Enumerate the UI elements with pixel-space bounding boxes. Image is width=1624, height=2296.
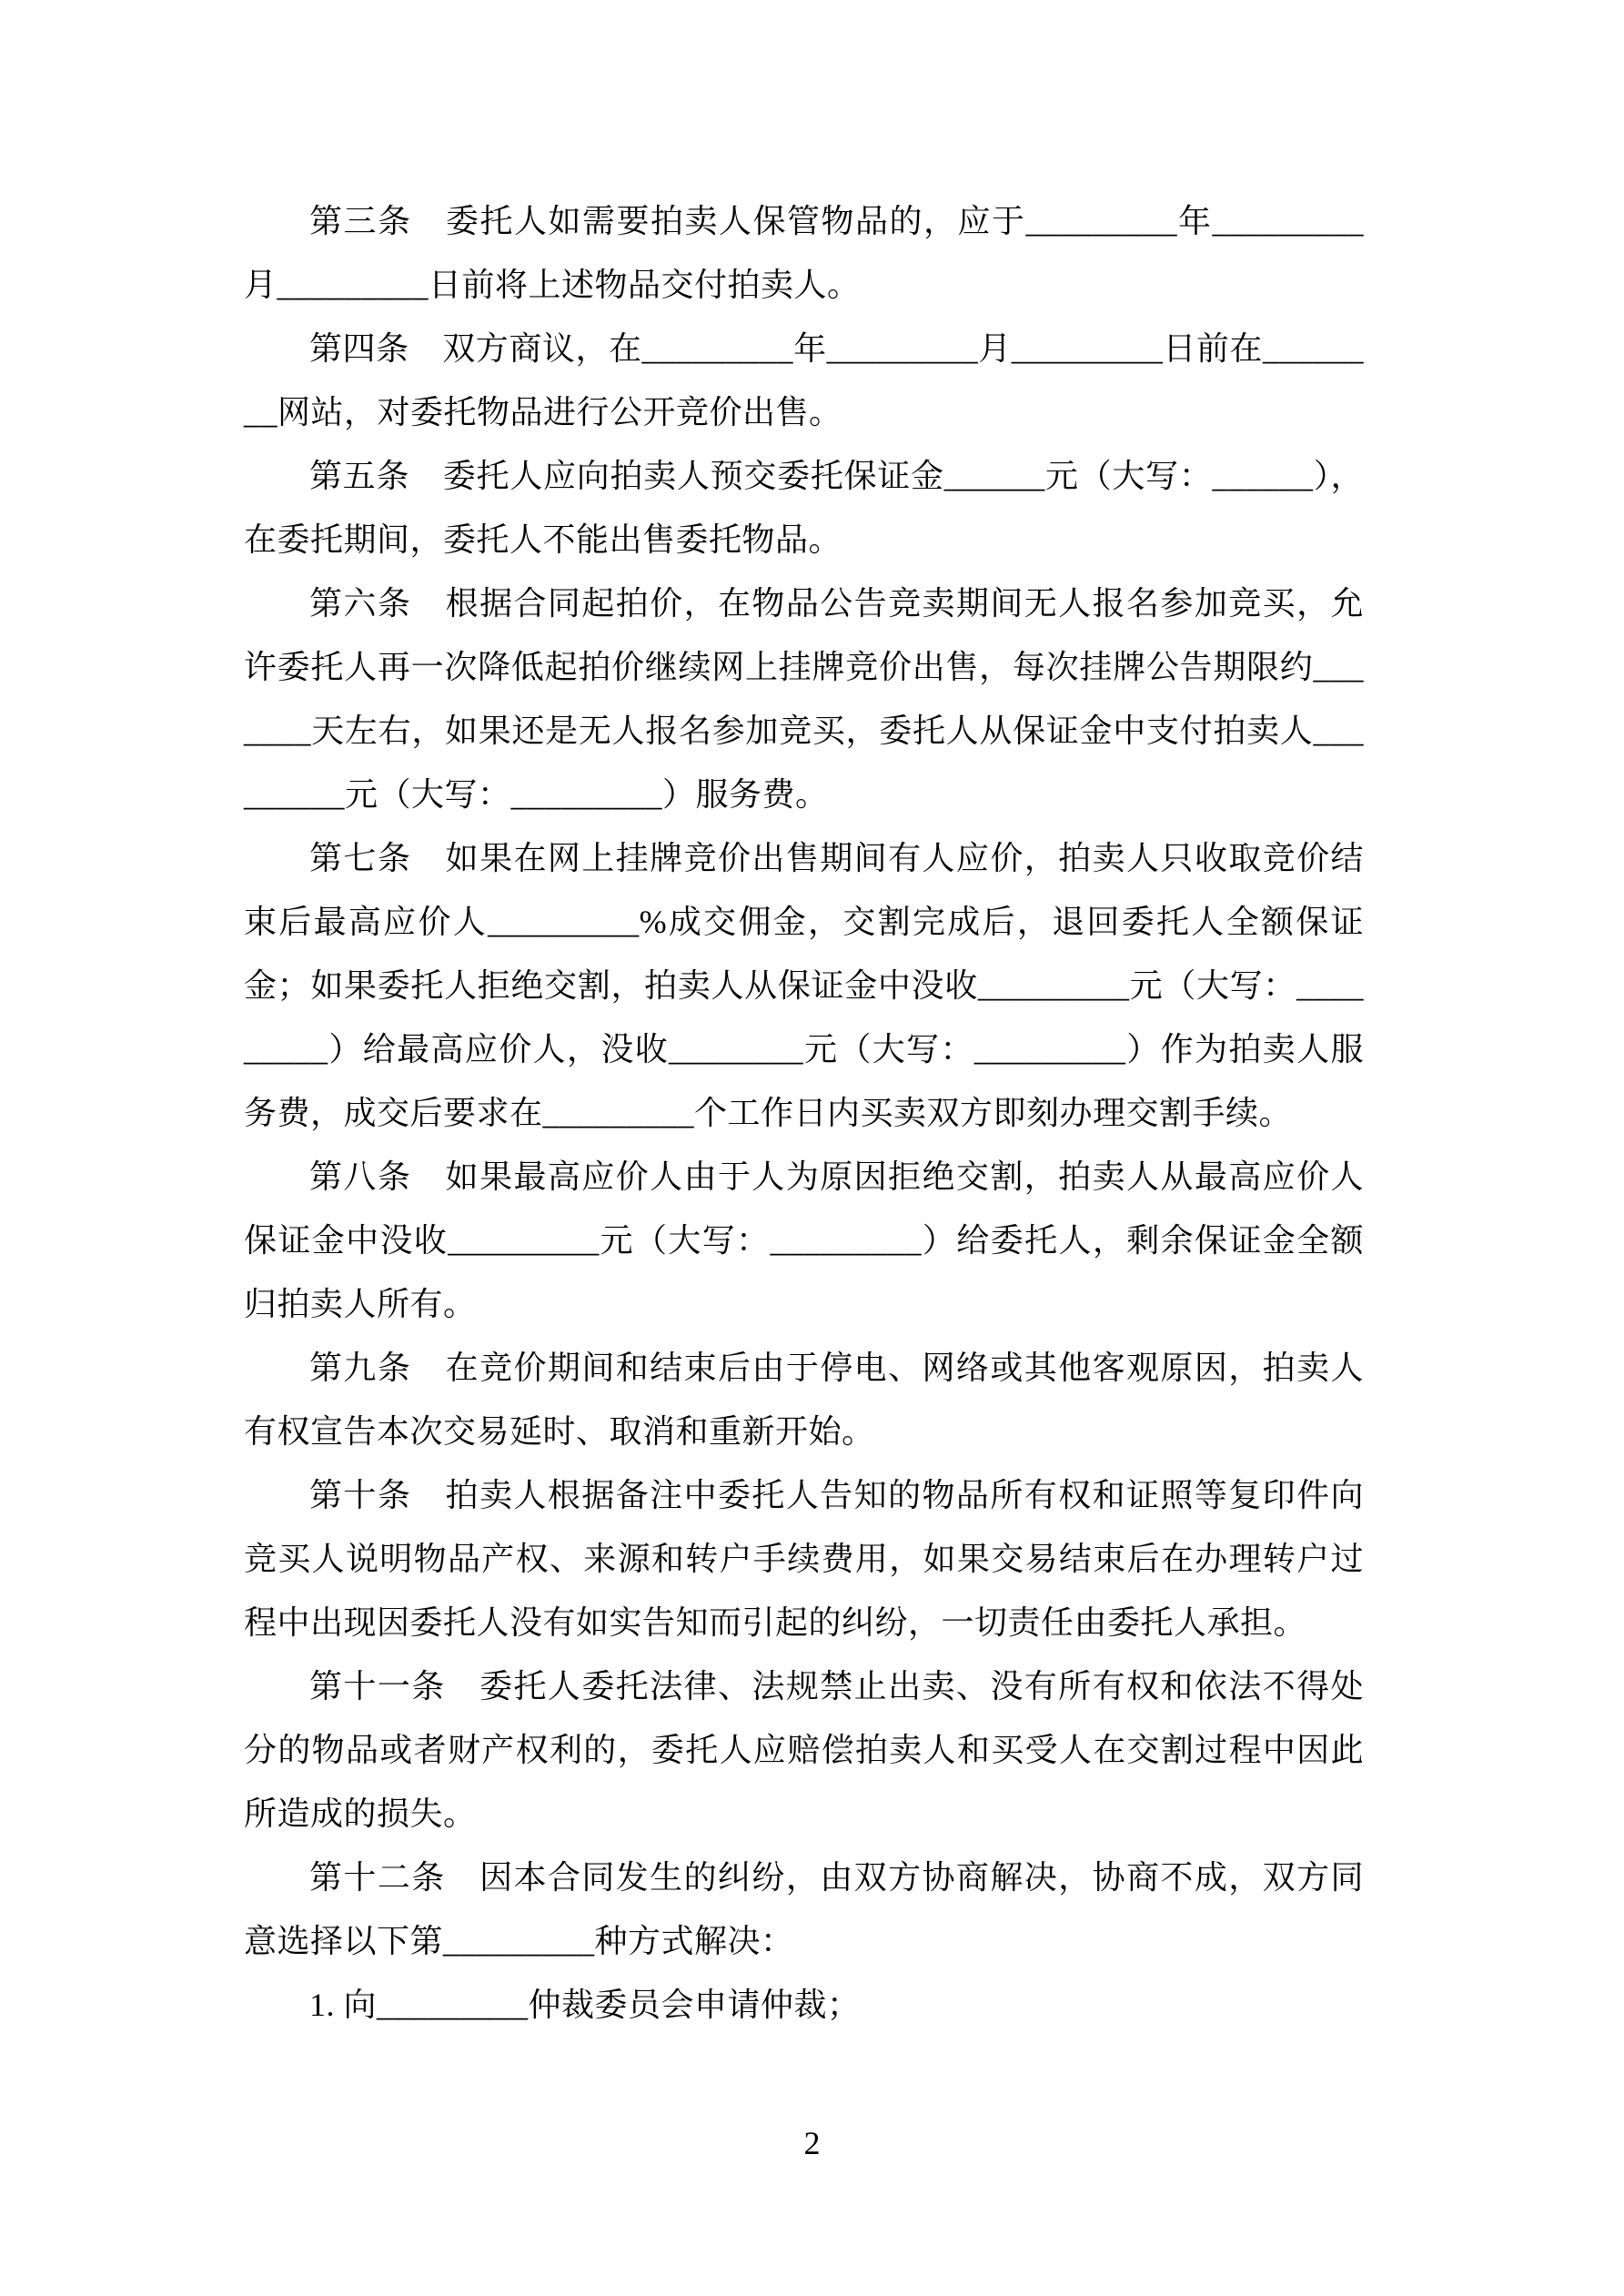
clause-3: 第三条 委托人如需要拍卖人保管物品的，应于_________年_________月_________日前将上述物品交付拍卖人。 (244, 203, 1364, 303)
clause-4: 第四条 双方商议，在_________年_________月_________日前在________网站，对委托物品进行公开竞价出售。 (244, 330, 1364, 430)
clause-9: 第九条 在竞价期间和结束后由于停电、网络或其他客观原因，拍卖人有权宣告本次交易延时、取消和重新开始。 (244, 1350, 1364, 1450)
arbitration-option-1: 1. 向_________仲裁委员会申请仲裁； (309, 1987, 861, 2023)
clause-5: 第五条 委托人应向拍卖人预交委托保证金______元（大写：______），在委托期间，委托人不能出售委托物品。 (244, 458, 1364, 558)
clause-6: 第六条 根据合同起拍价，在物品公告竞卖期间无人报名参加竞买，允许委托人再一次降低起拍价继续网上挂牌竞价出售，每次挂牌公告期限约_______天左右，如果还是无人报名参加竞买，委托人从保证金中支付拍卖人_________元（大写：_________）服务费。 (244, 585, 1364, 813)
clause-12: 第十二条 因本合同发生的纠纷，由双方协商解决，协商不成，双方同意选择以下第_________种方式解决： (244, 1859, 1364, 1959)
clause-8: 第八条 如果最高应价人由于人为原因拒绝交割，拍卖人从最高应价人保证金中没收_________元（大写：_________）给委托人，剩余保证金全额归拍卖人所有。 (244, 1158, 1364, 1322)
page-number: 2 (803, 2125, 821, 2161)
clause-11: 第十一条 委托人委托法律、法规禁止出卖、没有所有权和依法不得处分的物品或者财产权利的，委托人应赔偿拍卖人和买受人在交割过程中因此所造成的损失。 (244, 1668, 1364, 1832)
clause-10: 第十条 拍卖人根据备注中委托人告知的物品所有权和证照等复印件向竞买人说明物品产权、来源和转户手续费用，如果交易结束后在办理转户过程中出现因委托人没有如实告知而引起的纠纷，一切责任由委托人承担。 (244, 1477, 1364, 1641)
clause-7: 第七条 如果在网上挂牌竞价出售期间有人应价，拍卖人只收取竞价结束后最高应价人_________%成交佣金，交割完成后，退回委托人全额保证金；如果委托人拒绝交割，拍卖人从保证金中没收_________元（大写：_________）给最高应价人，没收________元（大写：_________）作为拍卖人服务费，成交后要求在_________个工作日内买卖双方即刻办理交割手续。 (244, 840, 1364, 1131)
